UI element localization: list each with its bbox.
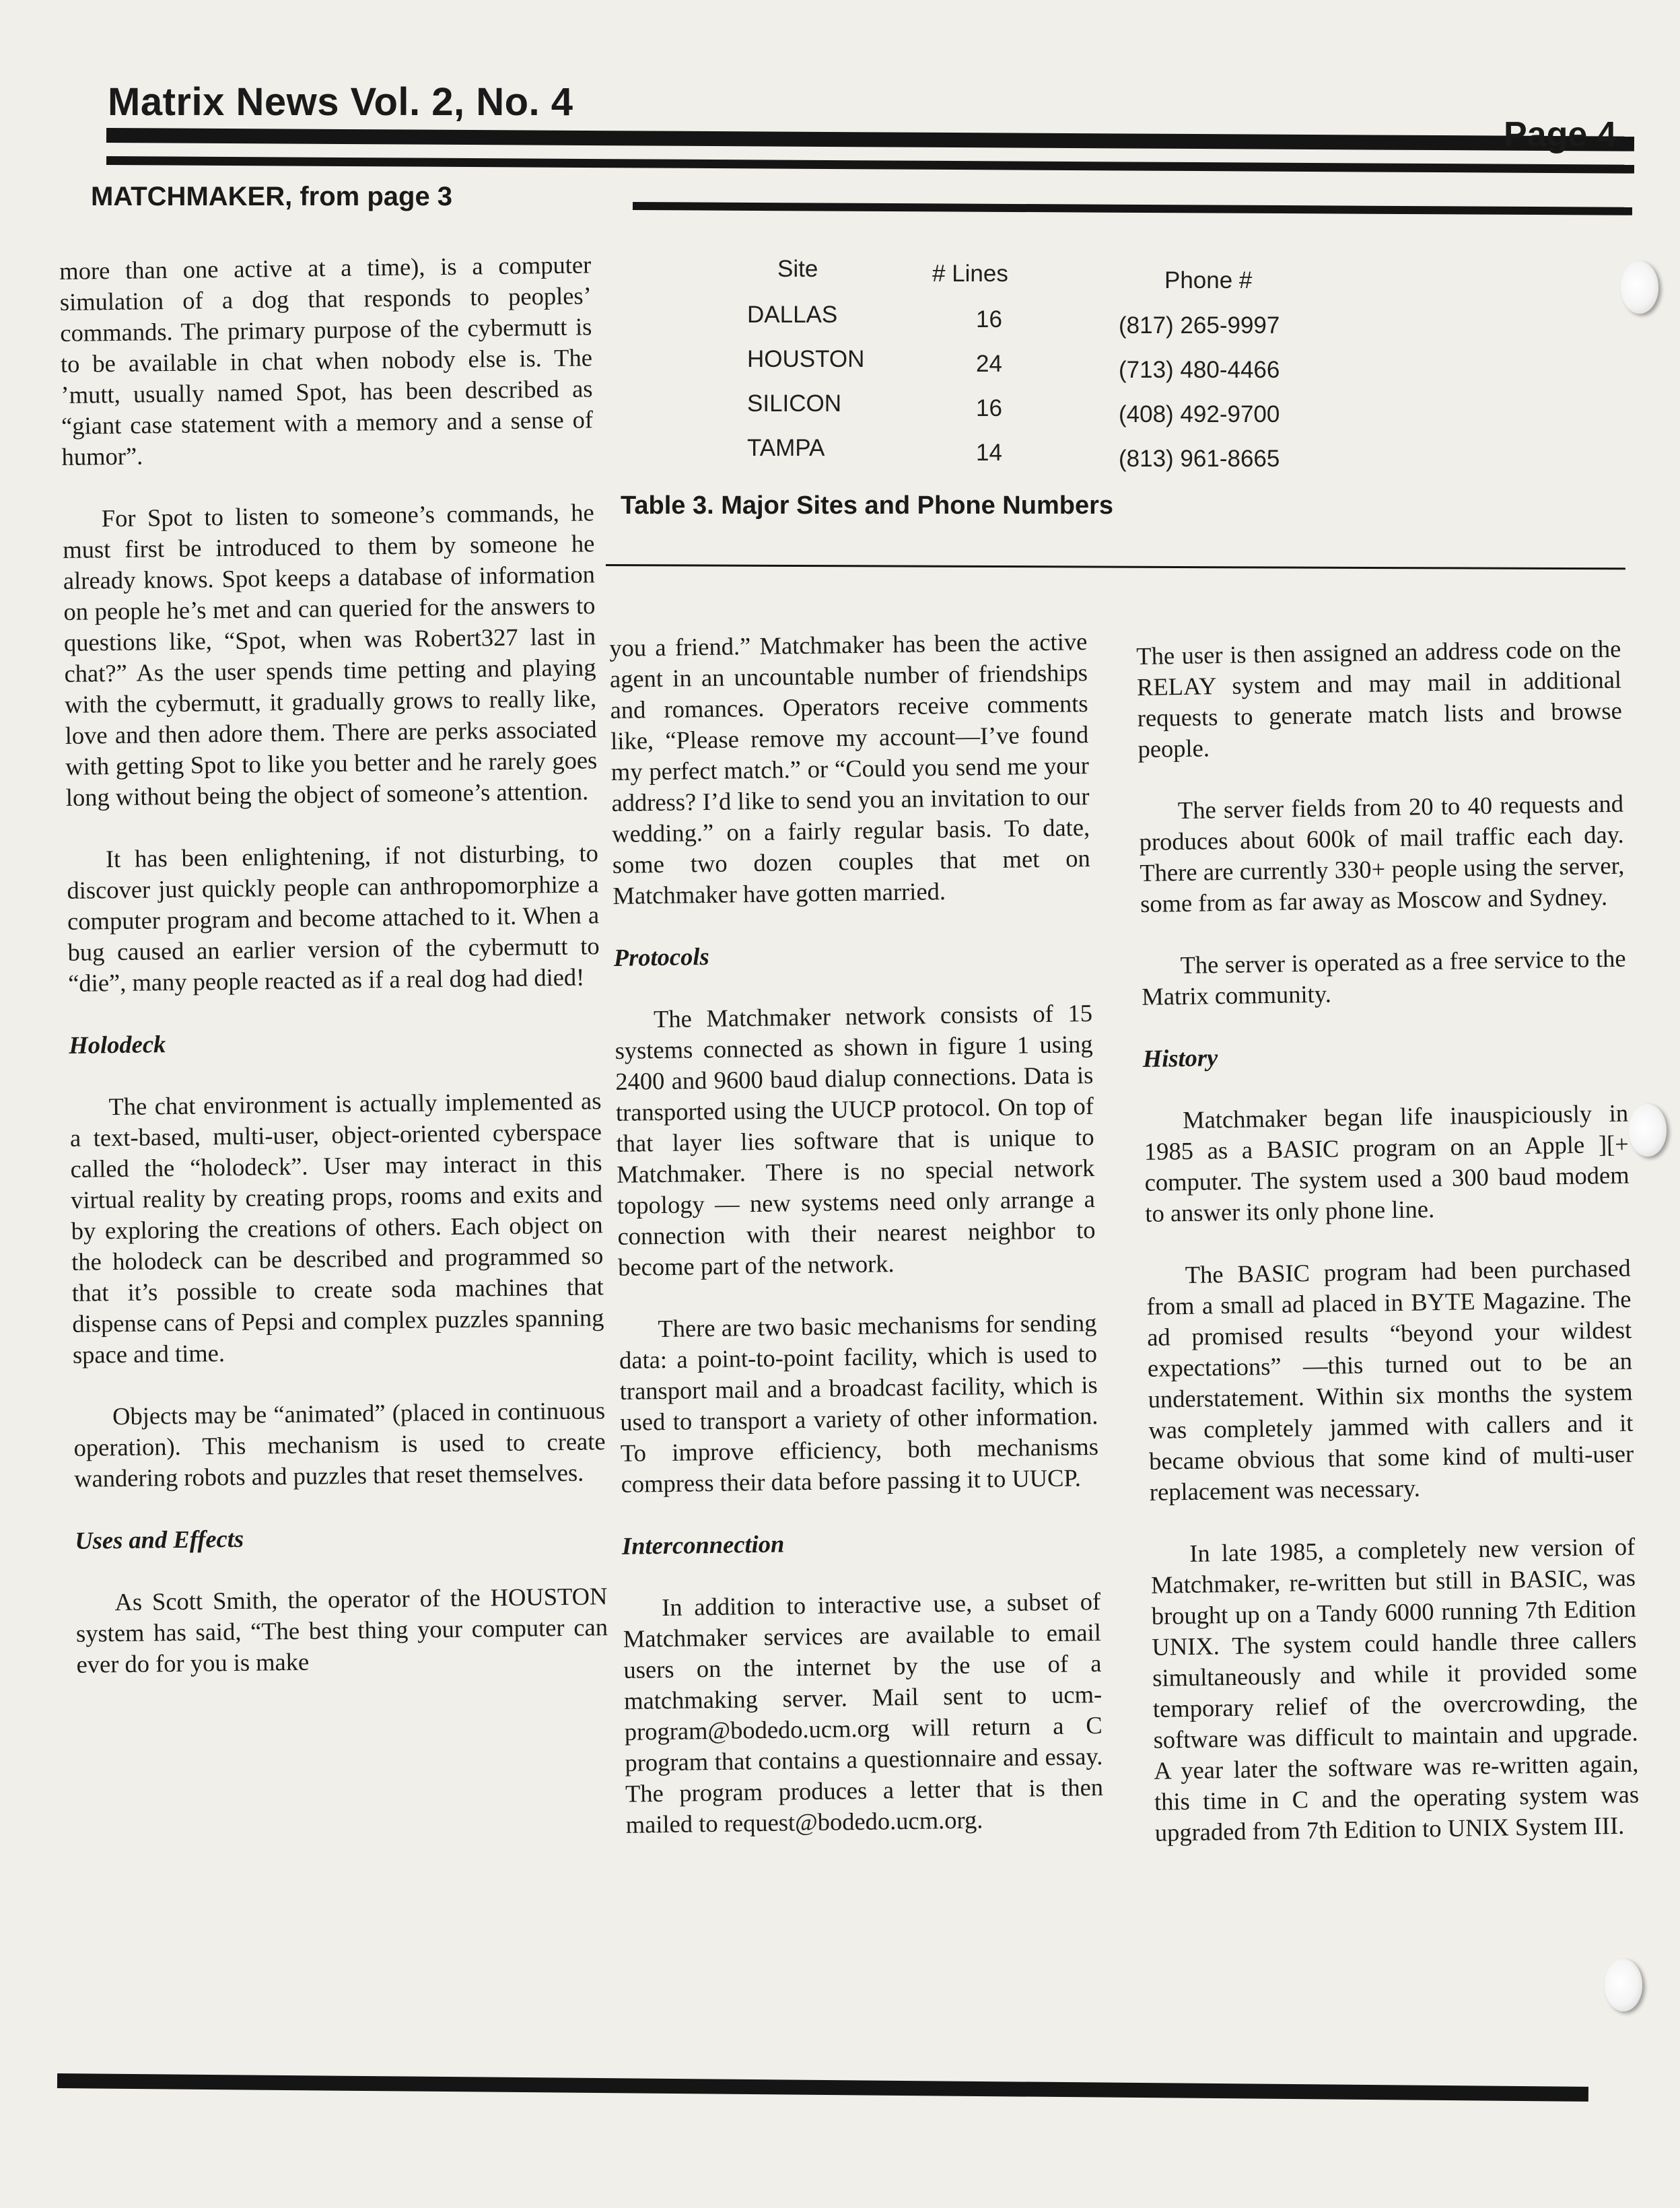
table-cell-phone: (713) 480-4466 (1119, 357, 1280, 383)
paragraph: For Spot to listen to someone’s commands, he must first be introduced to them by someone he already knows. Spot keeps a database of information on people he’s met and can queried for the answers to questions like, “Spot, when was Robert327 last in chat?” As the user spends time petting and playing with the cybermutt, it gradually grows to really like, love and then adore them. There are perks associated with getting Spot to like you better and he rarely goes long without being the object of someone’s attention. (63, 498, 598, 811)
paragraph: The user is then assigned an address code on the RELAY system and may mail in additional requests to generate match lists and browse people. (1136, 634, 1623, 763)
header-rule-lower (106, 156, 1634, 174)
paragraph: It has been enlightening, if not disturbing, to discover just quickly people can anthropomorphize a computer program and become attached to it. When a bug caused an earlier version of the cybermutt to “die”, many people reacted as if a real dog had died! (67, 839, 600, 997)
page-number: Page 4 (1504, 115, 1617, 154)
paragraph: more than one active at a time), is a computer simulation of a dog that responds to peoples’ commands. The primary purpose of the cybermutt is to be available in chat when nobody else is. The ’mutt, usually named Spot, has been described as “giant case statement with a memory and a sense of humor”. (59, 250, 594, 471)
section-heading-holodeck: Holodeck (69, 1030, 166, 1059)
section-heading-interconnection: Interconnection (621, 1529, 785, 1560)
paragraph: As Scott Smith, the operator of the HOUSTON system has said, “The best thing your computer can ever do for you is make (75, 1582, 608, 1678)
column-2 (609, 626, 1104, 1840)
paragraph: Matchmaker began life inauspiciously in 1985 as a BASIC program on an Apple ][+ computer. The system used a 300 baud modem to answer its only phone line. (1144, 1099, 1630, 1227)
paragraph: There are two basic mechanisms for sending data: a point-to-point facility, which is used to transport mail and a broadcast facility, which is used to transport a variety of other information. To improve efficiency, both mechanisms compress their data before passing it to UUCP. (619, 1308, 1099, 1498)
table-bottom-rule (606, 564, 1625, 570)
table-cell-site: TAMPA (747, 435, 825, 461)
column-1 (59, 249, 608, 1680)
table-cell-site: HOUSTON (747, 346, 865, 372)
paragraph: The BASIC program had been purchased from a small ad placed in BYTE Magazine. The ad promised results “beyond your wildest expectations” —this turned out to be an understatement. Within six months the system was completely jammed with callers and it became obvious that some kind of multi-user replacement was necessary. (1146, 1253, 1634, 1506)
table-cell-phone: (817) 265-9997 (1119, 312, 1280, 339)
section-heading-uses-and-effects: Uses and Effects (75, 1524, 244, 1554)
table-cell-lines: 16 (976, 395, 1002, 421)
table-top-rule (633, 202, 1632, 215)
footer-rule (57, 2073, 1588, 2102)
table-cell-lines: 14 (976, 440, 1002, 466)
table-cell-phone: (408) 492-9700 (1119, 401, 1280, 427)
table-cell-lines: 24 (976, 351, 1002, 377)
paragraph: you a friend.” Matchmaker has been the active agent in an uncountable number of friendships and romances. Operators receive comments like, “Please remove my account—I’ve found my perfect match.” or “Could you send me your address? I’d like to send you an invitation to our wedding.” on a fairly regular basis. To date, some two dozen couples that met on Matchmaker have gotten married. (609, 627, 1091, 909)
table-header-lines: # Lines (932, 261, 1008, 287)
table-header-site: Site (777, 256, 818, 282)
paragraph: The server is operated as a free service to the Matrix community. (1141, 944, 1626, 1010)
table-cell-phone: (813) 961-8665 (1119, 446, 1280, 472)
table-caption: Table 3. Major Sites and Phone Numbers (621, 491, 1114, 520)
table-cell-lines: 16 (976, 306, 1002, 333)
section-heading-history: History (1142, 1043, 1218, 1072)
paragraph: In addition to interactive use, a subset of Matchmaker services are available to email users on the internet by the use of a matchmaking server. Mail sent to ucm-program@bodedo.ucm.org will return a C program that contains a questionnaire and essay. The program produces a letter that is then mailed to request@bodedo.ucm.org. (623, 1587, 1104, 1838)
binder-hole (1621, 261, 1658, 314)
paragraph: In late 1985, a completely new version of Matchmaker, re-written but still in BASIC, was brought up on a Tandy 6000 running 7th Edition UNIX. The system could handle three callers simultaneously and while it provided some temporary relief of the overcrowding, the software was difficult to maintain and upgrade. A year later the software was re-written again, this time in C and the operating system was upgraded from 7th Edition to UNIX System III. (1150, 1532, 1640, 1847)
paragraph: Objects may be “animated” (placed in continuous operation). This mechanism is used to create wandering robots and puzzles that reset themselves. (73, 1396, 606, 1492)
table-header-phone: Phone # (1164, 267, 1253, 294)
header-rule (106, 128, 1634, 151)
column-3 (1136, 633, 1640, 1849)
paragraph: The chat environment is actually implemented as a text-based, multi-user, object-oriented cyberspace called the “holodeck”. User may interact in this virtual reality by creating props, rooms and exits and by exploring the creations of others. Each object on the holodeck can be described and programmed so that it’s possible to create soda machines that dispense cans of Pepsi and complex puzzles spanning space and time. (69, 1086, 604, 1369)
continued-from: MATCHMAKER, from page 3 (91, 182, 453, 211)
paragraph: The server fields from 20 to 40 requests and produces about 600k of mail traffic each day. There are currently 330+ people using the server, some from as far away as Moscow and Sydney. (1139, 789, 1625, 918)
table-cell-site: DALLAS (747, 302, 838, 328)
binder-hole (1605, 1959, 1642, 2011)
masthead-title: Matrix News Vol. 2, No. 4 (108, 80, 573, 124)
table-cell-site: SILICON (747, 390, 842, 417)
binder-hole (1629, 1104, 1667, 1157)
section-heading-protocols: Protocols (613, 942, 709, 971)
paragraph: The Matchmaker network consists of 15 systems connected as shown in figure 1 using 2400 and 9600 baud dialup connections. Data is transported using the UUCP protocol. On top of that layer lies software that is unique to Matchmaker. There is no special network topology — new systems need only arrange a connection with their nearest neighbor to become part of the network. (615, 999, 1096, 1281)
